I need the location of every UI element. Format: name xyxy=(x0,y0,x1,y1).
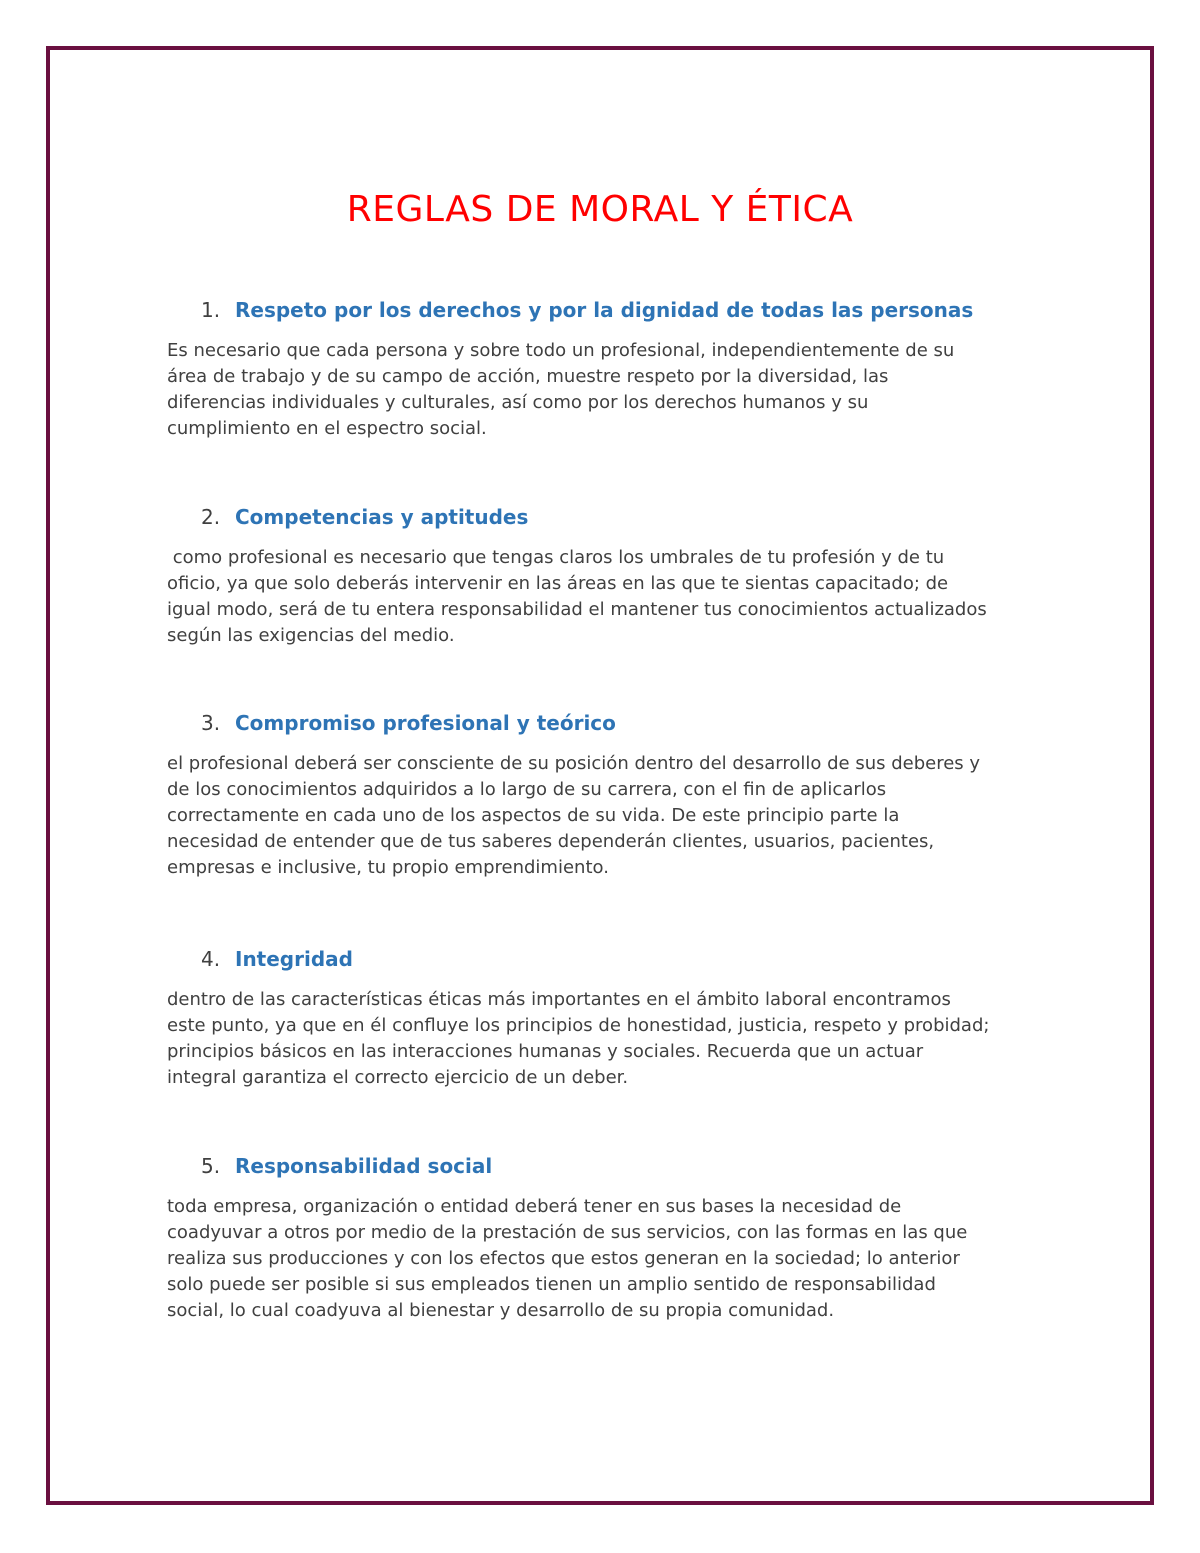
body-line: de los conocimientos adquiridos a lo largo de su carrera, con el fin de aplicarlos xyxy=(167,779,887,800)
section-3 xyxy=(167,709,1047,881)
body-line: diferencias individuales y culturales, así como por los derechos humanos y su xyxy=(167,392,869,413)
section-heading xyxy=(167,296,1047,324)
body-line: dentro de las características éticas más importantes en el ámbito laboral encontramos xyxy=(167,989,951,1010)
section-number: 5. xyxy=(201,1154,221,1178)
body-line: cumplimiento en el espectro social. xyxy=(167,418,487,439)
section-4 xyxy=(167,945,1047,1091)
section-body xyxy=(167,545,1047,649)
body-line: realiza sus producciones y con los efectos que estos generan en la sociedad; lo anterior xyxy=(167,1248,960,1269)
section-title: Respeto por los derechos y por la dignidad de todas las personas xyxy=(235,298,974,322)
section-2 xyxy=(167,503,1047,649)
section-title: Compromiso profesional y teórico xyxy=(235,711,616,735)
body-line: área de trabajo y de su campo de acción, muestre respeto por la diversidad, las xyxy=(167,366,889,387)
section-heading xyxy=(167,1152,1047,1180)
body-line: oficio, ya que solo deberás intervenir en las áreas en las que te sientas capacitado; de xyxy=(167,573,949,594)
section-number: 1. xyxy=(201,298,221,322)
section-heading xyxy=(167,503,1047,531)
section-heading xyxy=(167,709,1047,737)
section-title: Competencias y aptitudes xyxy=(235,505,529,529)
section-body xyxy=(167,987,1047,1091)
body-line: coadyuvar a otros por medio de la prestación de sus servicios, con las formas en las que xyxy=(167,1222,968,1243)
section-5 xyxy=(167,1152,1047,1324)
section-body xyxy=(167,751,1047,881)
section-1 xyxy=(167,296,1047,442)
section-title: Integridad xyxy=(235,947,353,971)
body-line: igual modo, será de tu entera responsabilidad el mantener tus conocimientos actualizados xyxy=(167,599,987,620)
document-title: REGLAS DE MORAL Y ÉTICA xyxy=(346,189,854,230)
body-line: Es necesario que cada persona y sobre todo un profesional, independientemente de su xyxy=(167,340,955,361)
body-line: correctamente en cada uno de los aspectos de su vida. De este principio parte la xyxy=(167,805,900,826)
section-body xyxy=(167,338,1047,442)
section-heading xyxy=(167,945,1047,973)
section-body xyxy=(167,1194,1047,1324)
body-line: integral garantiza el correcto ejercicio de un deber. xyxy=(167,1067,629,1088)
body-line: el profesional deberá ser consciente de su posición dentro del desarrollo de sus deberes y xyxy=(167,753,981,774)
section-number: 3. xyxy=(201,711,221,735)
body-line: social, lo cual coadyuva al bienestar y desarrollo de su propia comunidad. xyxy=(167,1300,835,1321)
body-line: principios básicos en las interacciones humanas y sociales. Recuerda que un actuar xyxy=(167,1041,924,1062)
body-line: como profesional es necesario que tengas claros los umbrales de tu profesión y de tu xyxy=(167,547,945,568)
section-number: 4. xyxy=(201,947,221,971)
section-title: Responsabilidad social xyxy=(235,1154,493,1178)
body-line: empresas e inclusive, tu propio emprendimiento. xyxy=(167,857,609,878)
body-line: según las exigencias del medio. xyxy=(167,625,455,646)
section-number: 2. xyxy=(201,505,221,529)
body-line: solo puede ser posible si sus empleados tienen un amplio sentido de responsabilidad xyxy=(167,1274,936,1295)
body-line: toda empresa, organización o entidad deberá tener en sus bases la necesidad de xyxy=(167,1196,902,1217)
body-line: este punto, ya que en él confluye los principios de honestidad, justicia, respeto y probidad; xyxy=(167,1015,990,1036)
body-line: necesidad de entender que de tus saberes dependerán clientes, usuarios, pacientes, xyxy=(167,831,935,852)
